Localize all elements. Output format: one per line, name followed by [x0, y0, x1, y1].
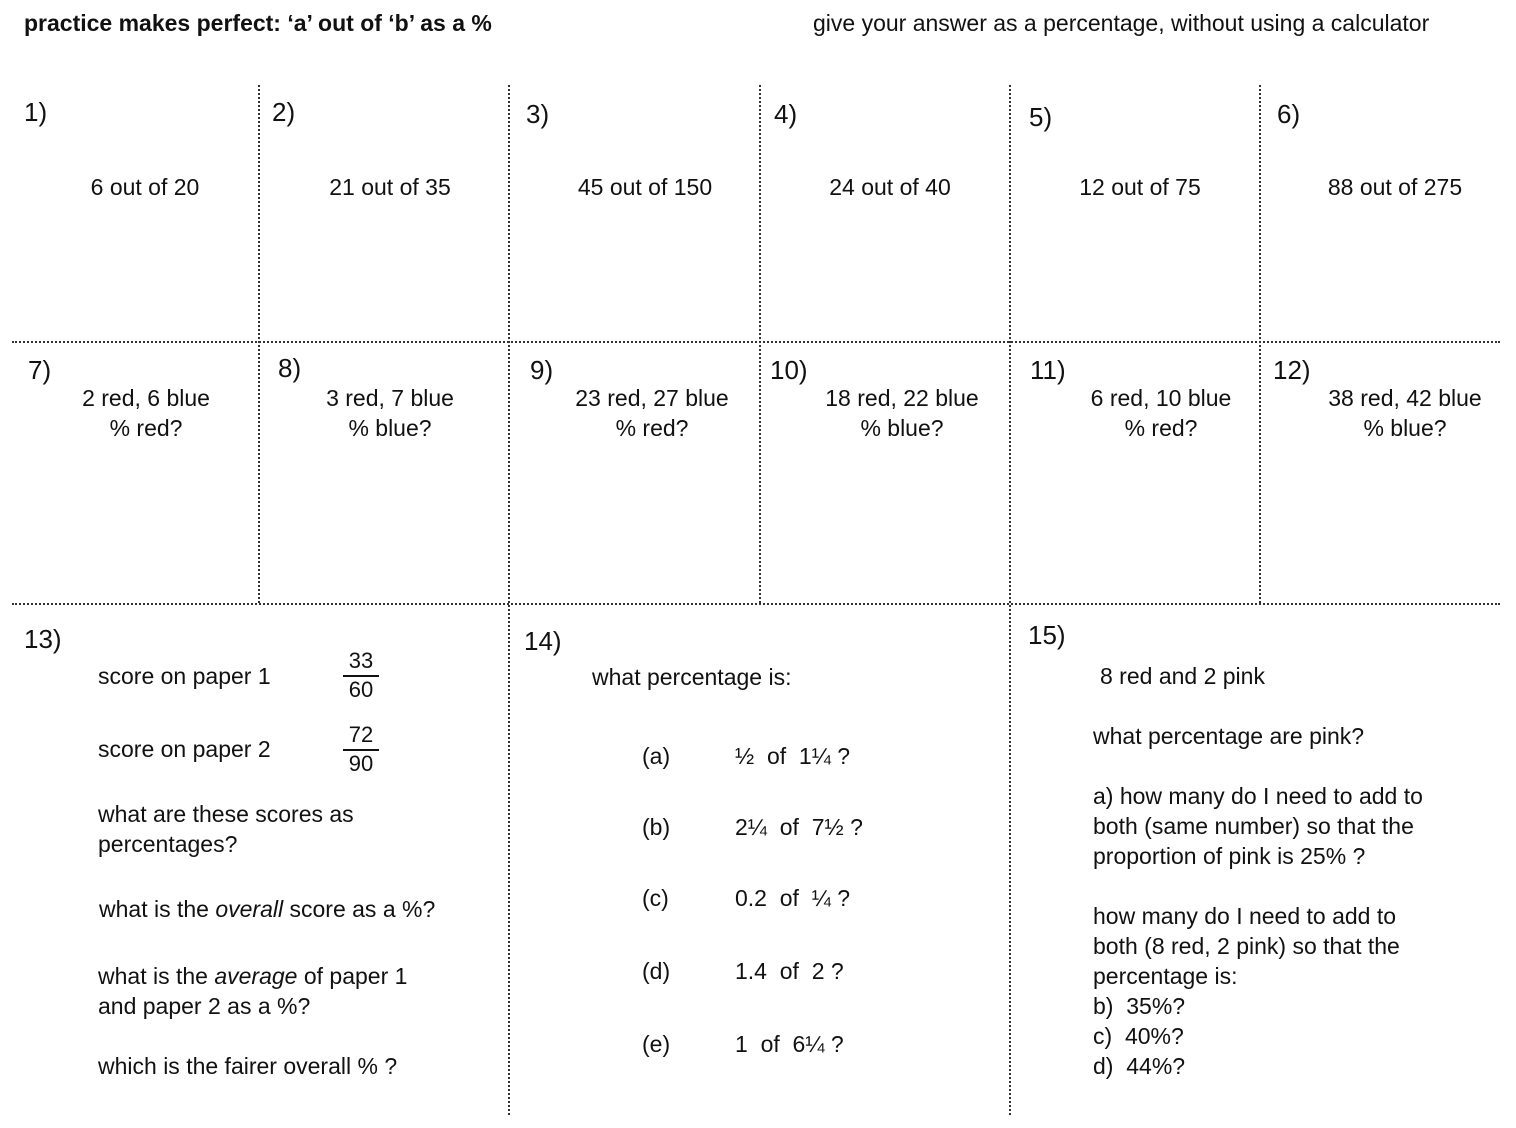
q15-a-line-1: a) how many do I need to add to — [1093, 783, 1423, 809]
question-number: 7) — [28, 355, 52, 385]
q14-item-label: (b) — [642, 814, 671, 840]
question-number: 10) — [770, 355, 808, 385]
question-number: 6) — [1277, 99, 1301, 129]
paper2-label: score on paper 2 — [98, 736, 271, 762]
col-divider-2 — [508, 85, 510, 1115]
question-line-2: % red? — [109, 415, 183, 441]
question-number: 15) — [1028, 620, 1066, 650]
q15-subpart: d) 44%? — [1093, 1053, 1186, 1079]
question-line-2: % blue? — [1363, 415, 1447, 441]
q15-part-b — [1093, 901, 1400, 1081]
question-line-1: 2 red, 6 blue — [82, 385, 210, 411]
q14-item-text: 2¼ of 7½ ? — [735, 814, 863, 840]
question-line-2: % red? — [615, 415, 689, 441]
paper2-fraction — [343, 722, 379, 777]
col-divider-3 — [759, 85, 761, 603]
question-number: 13) — [24, 624, 62, 654]
question-number: 3) — [526, 99, 550, 129]
overall-pre: what is the — [99, 896, 216, 922]
scores-line-2: percentages? — [98, 831, 238, 857]
question-text — [46, 383, 246, 443]
question-line-2: % blue? — [860, 415, 944, 441]
q14-item-text: ½ of 1¼ ? — [735, 743, 851, 769]
scores-line-1: what are these scores as — [98, 801, 354, 827]
question-line-1: 23 red, 27 blue — [575, 385, 729, 411]
fairer-question: which is the fairer overall % ? — [98, 1053, 398, 1079]
paper2-numerator: 72 — [343, 722, 379, 751]
question-text — [290, 383, 490, 443]
question-line-1: 18 red, 22 blue — [825, 385, 979, 411]
average-pre: what is the — [98, 963, 215, 989]
question-number: 14) — [524, 626, 562, 656]
overall-emphasis: overall — [215, 896, 284, 922]
question-number: 2) — [272, 97, 296, 127]
question-number: 5) — [1029, 102, 1053, 132]
question-number: 11) — [1030, 355, 1066, 385]
paper1-label: score on paper 1 — [98, 663, 271, 689]
question-number: 4) — [774, 99, 798, 129]
row-divider-1 — [12, 341, 1500, 343]
q15-setup: 8 red and 2 pink — [1100, 663, 1265, 689]
question-text — [1057, 383, 1265, 443]
question-text: 12 out of 75 — [1079, 174, 1201, 200]
q14-item-label: (d) — [642, 958, 671, 984]
q14-item-label: (c) — [642, 885, 669, 911]
question-text — [798, 383, 1006, 443]
q14-item-text: 1 of 6¼ ? — [735, 1031, 844, 1057]
q14-item-text: 1.4 of 2 ? — [735, 958, 844, 984]
question-text — [548, 383, 756, 443]
question-text: 21 out of 35 — [329, 174, 451, 200]
q15-a-line-2: both (same number) so that the — [1093, 813, 1414, 839]
average-question — [98, 961, 407, 1021]
q15-b-line-3: percentage is: — [1093, 963, 1238, 989]
col-divider-4 — [1009, 85, 1011, 1115]
paper2-denominator: 90 — [348, 751, 374, 776]
scores-question — [98, 799, 354, 859]
q15-subpart: b) 35%? — [1093, 993, 1186, 1019]
question-number: 8) — [278, 353, 302, 383]
q15-part-a — [1093, 781, 1423, 871]
question-number: 12) — [1273, 355, 1311, 385]
col-divider-5 — [1259, 85, 1261, 603]
question-line-2: % red? — [1124, 415, 1198, 441]
question-text — [1300, 383, 1510, 443]
average-emphasis: average — [214, 963, 298, 989]
average-post: of paper 1 — [297, 963, 408, 989]
overall-post: score as a %? — [283, 896, 436, 922]
paper1-numerator: 33 — [343, 648, 379, 677]
overall-question — [99, 894, 435, 924]
col-divider-1 — [258, 85, 260, 603]
q14-prompt: what percentage is: — [592, 664, 792, 690]
instructions: give your answer as a percentage, without using a calculator — [813, 10, 1430, 36]
q15-b-line-1: how many do I need to add to — [1093, 903, 1397, 929]
question-number: 1) — [24, 97, 48, 127]
q14-item-label: (a) — [642, 743, 671, 769]
row-divider-2 — [12, 603, 1500, 605]
paper1-denominator: 60 — [348, 677, 374, 702]
question-number: 9) — [530, 355, 554, 385]
question-text: 88 out of 275 — [1327, 174, 1463, 200]
paper1-fraction — [343, 648, 379, 703]
q15-b-line-2: both (8 red, 2 pink) so that the — [1093, 933, 1400, 959]
question-line-1: 38 red, 42 blue — [1328, 385, 1482, 411]
q15-subpart: c) 40%? — [1093, 1023, 1184, 1049]
question-line-1: 3 red, 7 blue — [326, 385, 454, 411]
question-text: 45 out of 150 — [577, 174, 713, 200]
question-text: 6 out of 20 — [90, 174, 200, 200]
question-line-1: 6 red, 10 blue — [1090, 385, 1232, 411]
question-text: 24 out of 40 — [829, 174, 951, 200]
q14-item-label: (e) — [642, 1031, 671, 1057]
q15-question: what percentage are pink? — [1093, 723, 1365, 749]
q14-item-text: 0.2 of ¼ ? — [735, 885, 851, 911]
page-title: practice makes perfect: ‘a’ out of ‘b’ as a % — [24, 10, 492, 36]
average-line-2: and paper 2 as a %? — [98, 993, 311, 1019]
q15-a-line-3: proportion of pink is 25% ? — [1093, 843, 1366, 869]
question-line-2: % blue? — [348, 415, 432, 441]
